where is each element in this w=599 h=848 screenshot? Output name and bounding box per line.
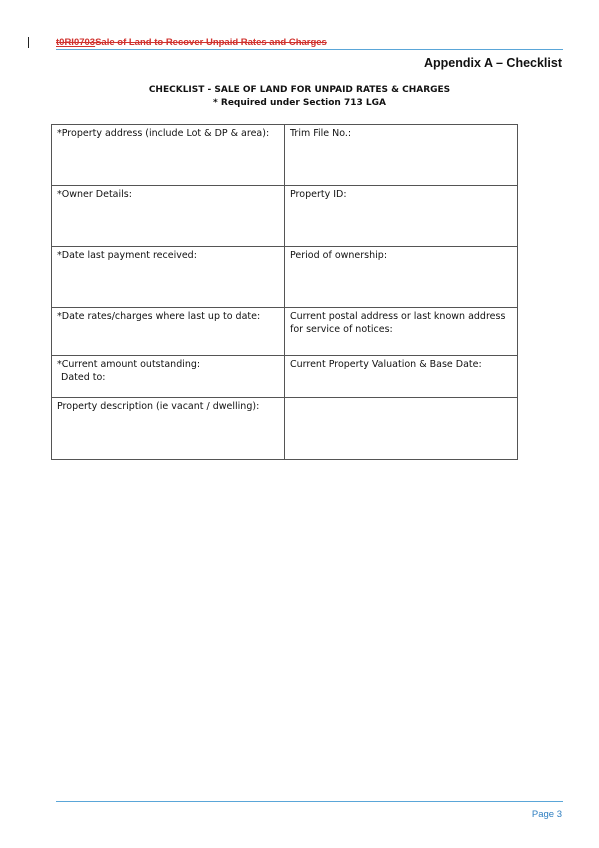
page-number: Page 3 [531, 809, 562, 820]
table-row [52, 247, 518, 308]
field-label: *Current amount outstanding: [57, 359, 201, 370]
field-label: Current Property Valuation & Base Date: [290, 359, 482, 370]
field-label: Trim File No.: [290, 128, 352, 139]
field-date-rates-up-to-date[interactable] [52, 308, 285, 356]
field-property-valuation[interactable] [285, 356, 518, 398]
field-label: *Date rates/charges where last up to date: [57, 311, 261, 322]
table-row [52, 356, 518, 398]
footer-rule [56, 801, 563, 802]
field-blank[interactable] [285, 398, 518, 460]
field-sublabel: Dated to: [61, 372, 106, 383]
table-row [52, 125, 518, 186]
table-row [52, 186, 518, 247]
table-row [52, 308, 518, 356]
table-row [52, 398, 518, 460]
field-trim-file-no[interactable] [285, 125, 518, 186]
document-title: Sale of Land to Recover Unpaid Rates and Charges [95, 37, 327, 48]
checklist-table [51, 124, 518, 460]
field-label: *Property address (include Lot & DP & area): [57, 128, 270, 139]
field-amount-outstanding[interactable] [52, 356, 285, 398]
header-rule [56, 49, 563, 50]
field-label: Current postal address or last known address for service of notices: [290, 311, 506, 335]
field-label: Period of ownership: [290, 250, 388, 261]
field-property-address[interactable] [52, 125, 285, 186]
field-label: Property ID: [290, 189, 347, 200]
field-label: Property description (ie vacant / dwelling): [57, 401, 260, 412]
checklist-title: CHECKLIST - SALE OF LAND FOR UNPAID RATES & CHARGES [148, 85, 451, 95]
field-postal-address[interactable] [285, 308, 518, 356]
field-owner-details[interactable] [52, 186, 285, 247]
field-label: *Owner Details: [57, 189, 132, 200]
checklist-subtitle: * Required under Section 713 LGA [213, 98, 386, 108]
change-bar [28, 37, 29, 48]
document-reference [56, 37, 327, 48]
field-label: *Date last payment received: [57, 250, 197, 261]
appendix-heading: Appendix A – Checklist [424, 56, 562, 70]
field-property-id[interactable] [285, 186, 518, 247]
field-date-last-payment[interactable] [52, 247, 285, 308]
document-code: t0RI0703 [56, 37, 96, 48]
field-property-description[interactable] [52, 398, 285, 460]
field-period-of-ownership[interactable] [285, 247, 518, 308]
